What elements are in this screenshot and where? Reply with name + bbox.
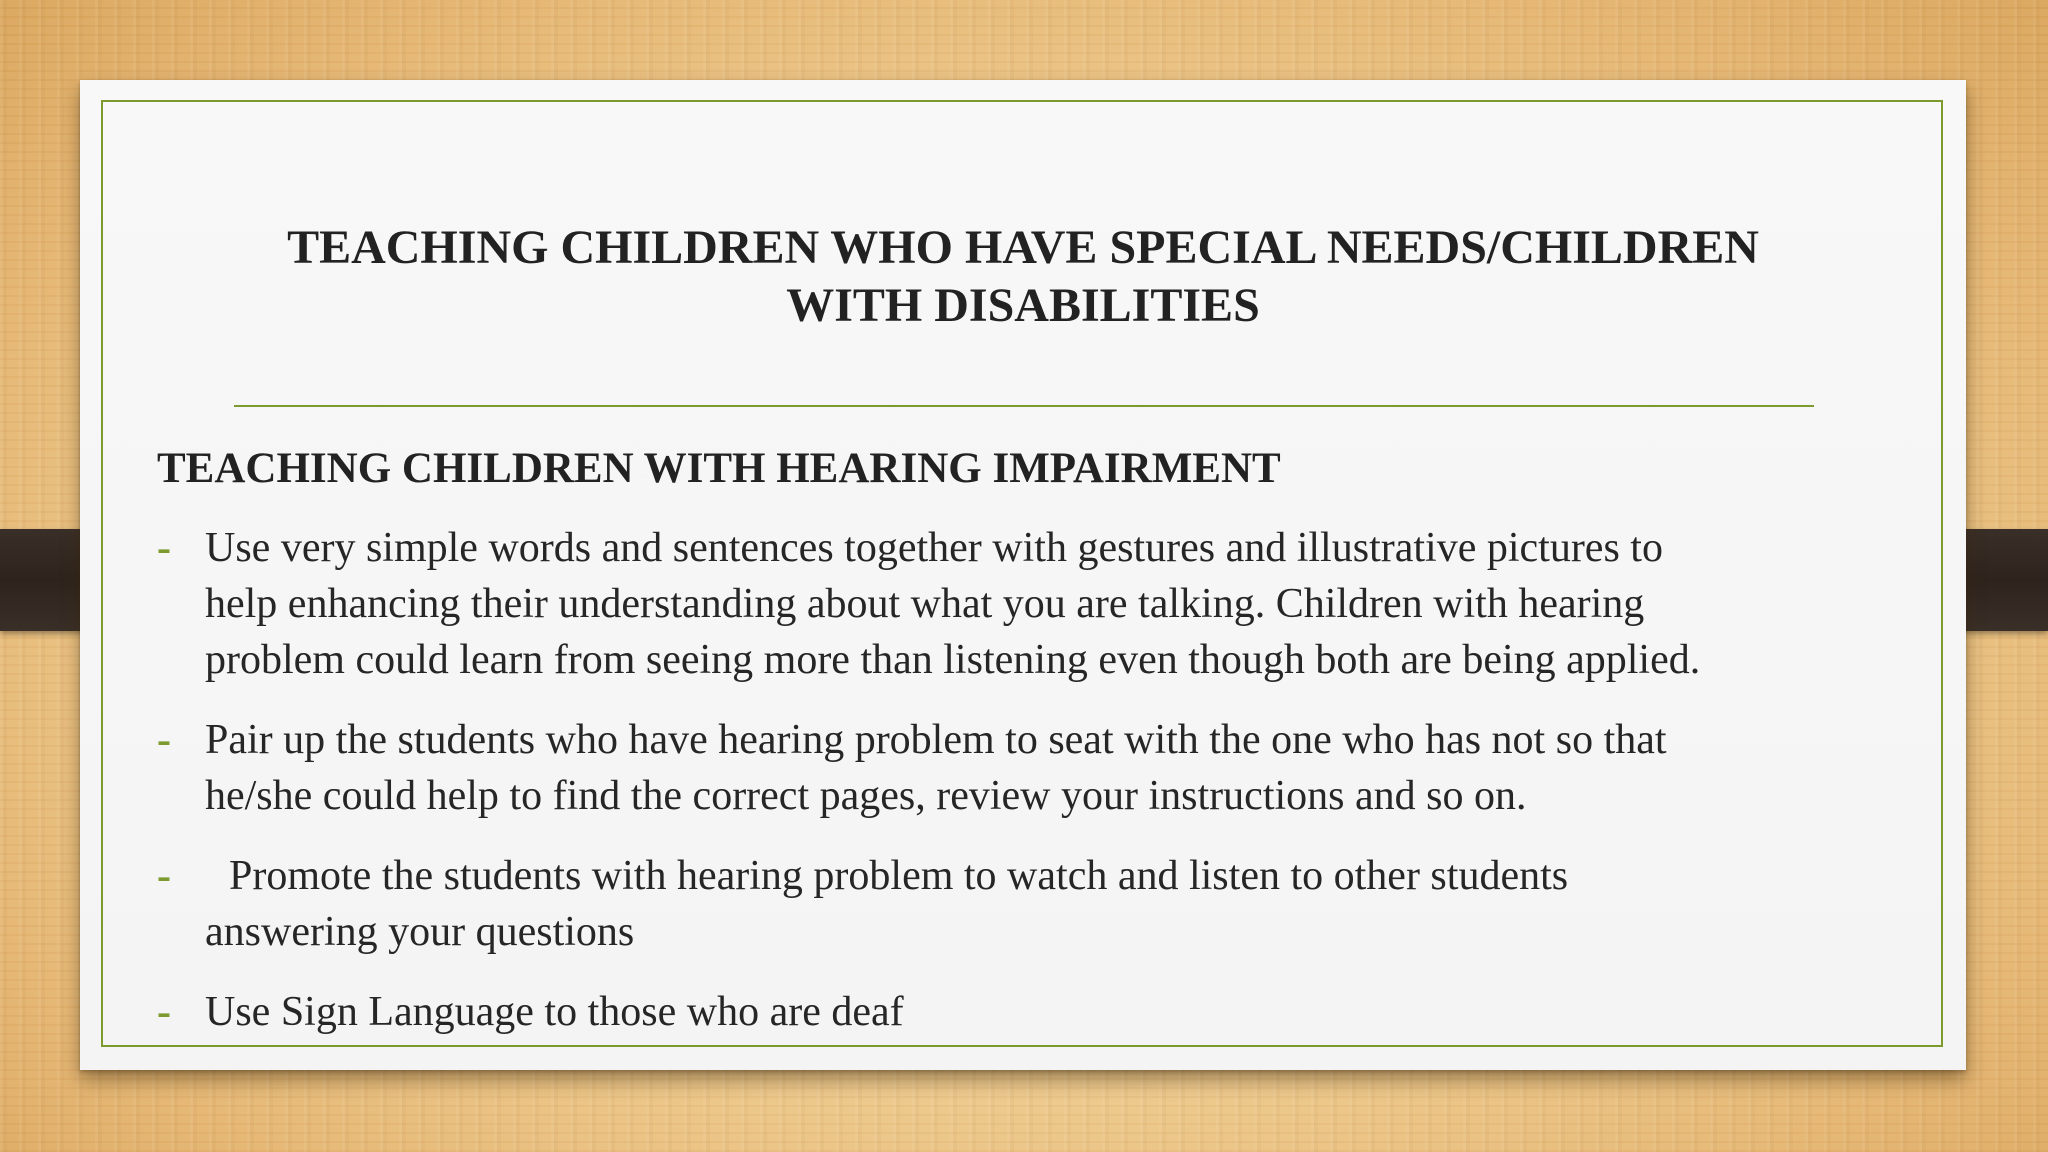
- bullet-list: [157, 520, 1957, 1064]
- bullet-text-line: problem could learn from seeing more than listening even though both are being applied.: [205, 637, 1701, 683]
- title-divider: [234, 405, 1814, 407]
- bullet-text-line: help enhancing their understanding about what you are talking. Children with hearing: [205, 581, 1645, 627]
- slide-title-line-2: WITH DISABILITIES: [786, 279, 1260, 332]
- bullet-dash-marker: -: [157, 525, 171, 571]
- bullet-item-1: [157, 520, 1957, 688]
- bullet-item-3: [157, 848, 1957, 960]
- bullet-text-line: answering your questions: [205, 909, 635, 955]
- section-heading: TEACHING CHILDREN WITH HEARING IMPAIRMENT: [157, 445, 1281, 492]
- bullet-item-4: [157, 984, 1957, 1040]
- bullet-dash-marker: -: [157, 853, 171, 899]
- bullet-text-line: Pair up the students who have hearing problem to seat with the one who has not so that: [205, 717, 1667, 763]
- bullet-dash-marker: -: [157, 989, 171, 1035]
- bullet-text-line: he/she could help to find the correct pages, review your instructions and so on.: [205, 773, 1527, 819]
- bullet-item-2: [157, 712, 1957, 824]
- bullet-text-line: Use very simple words and sentences together with gestures and illustrative pictures to: [205, 525, 1663, 571]
- slide-title: [200, 219, 1846, 335]
- slide-card: [80, 80, 1966, 1070]
- bullet-dash-marker: -: [157, 717, 171, 763]
- bullet-text-line: Promote the students with hearing problem to watch and listen to other students: [229, 853, 1569, 899]
- slide-title-line-1: TEACHING CHILDREN WHO HAVE SPECIAL NEEDS/CHILDREN: [287, 221, 1759, 274]
- bullet-text-line: Use Sign Language to those who are deaf: [205, 989, 904, 1035]
